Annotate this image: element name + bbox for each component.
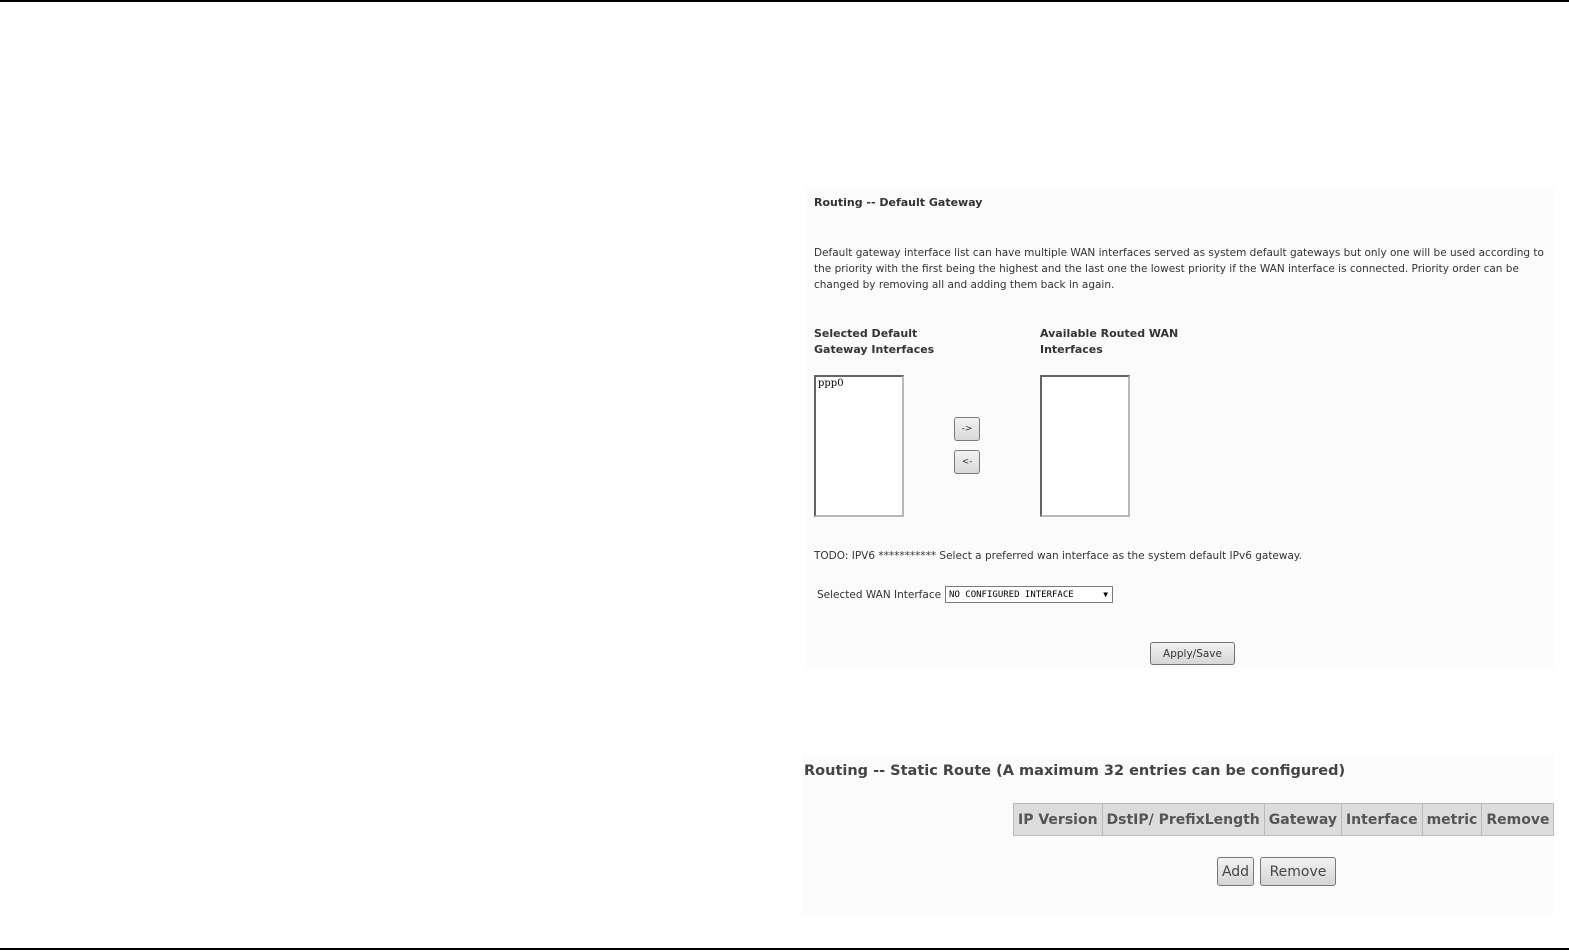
wan-interface-label: Selected WAN Interface [817,588,942,601]
add-route-button[interactable]: Add [1217,857,1254,886]
available-interfaces-listbox[interactable] [1040,375,1130,517]
static-route-panel [802,755,1554,915]
wan-interface-value: NO CONFIGURED INTERFACE [949,589,1074,600]
table-header-row [1014,804,1554,836]
selected-interfaces-listbox[interactable] [814,375,904,517]
column-header: DstIP/ PrefixLength [1102,804,1264,836]
selected-interfaces-label: Selected Default Gateway Interfaces [814,327,935,356]
default-gateway-panel [806,188,1554,668]
wan-interface-row [817,586,1113,603]
column-header: Gateway [1264,804,1341,836]
static-route-title: Routing -- Static Route (A maximum 32 entries can be configured) [804,763,1346,779]
wan-interface-select[interactable] [945,586,1113,603]
top-rule [0,0,1569,2]
available-interfaces-label: Available Routed WAN Interfaces [1040,327,1179,356]
column-header: metric [1422,804,1482,836]
remove-route-button[interactable]: Remove [1260,857,1336,886]
column-header: IP Version [1014,804,1103,836]
bottom-rule [0,948,1569,950]
move-left-button[interactable]: <- [954,450,980,474]
static-route-table [1013,803,1554,836]
chevron-down-icon: ▼ [1103,590,1109,599]
list-item[interactable]: ppp0 [818,378,844,389]
default-gateway-description: Default gateway interface list can have multiple WAN interfaces served as system default gateways but only one will be used according to the priority with the first being the highest and the last one the lowest priority if the WAN interface is connected. Priority order can be changed by removing all and adding them back in again. [814,247,1544,291]
column-header: Remove [1482,804,1554,836]
ipv6-todo-text: TODO: IPV6 *********** Select a preferred wan interface as the system default IPv6 gateway. [814,550,1302,562]
column-header: Interface [1341,804,1422,836]
default-gateway-title: Routing -- Default Gateway [814,196,983,209]
move-right-button[interactable]: -> [954,417,980,441]
apply-save-button[interactable]: Apply/Save [1150,642,1235,665]
